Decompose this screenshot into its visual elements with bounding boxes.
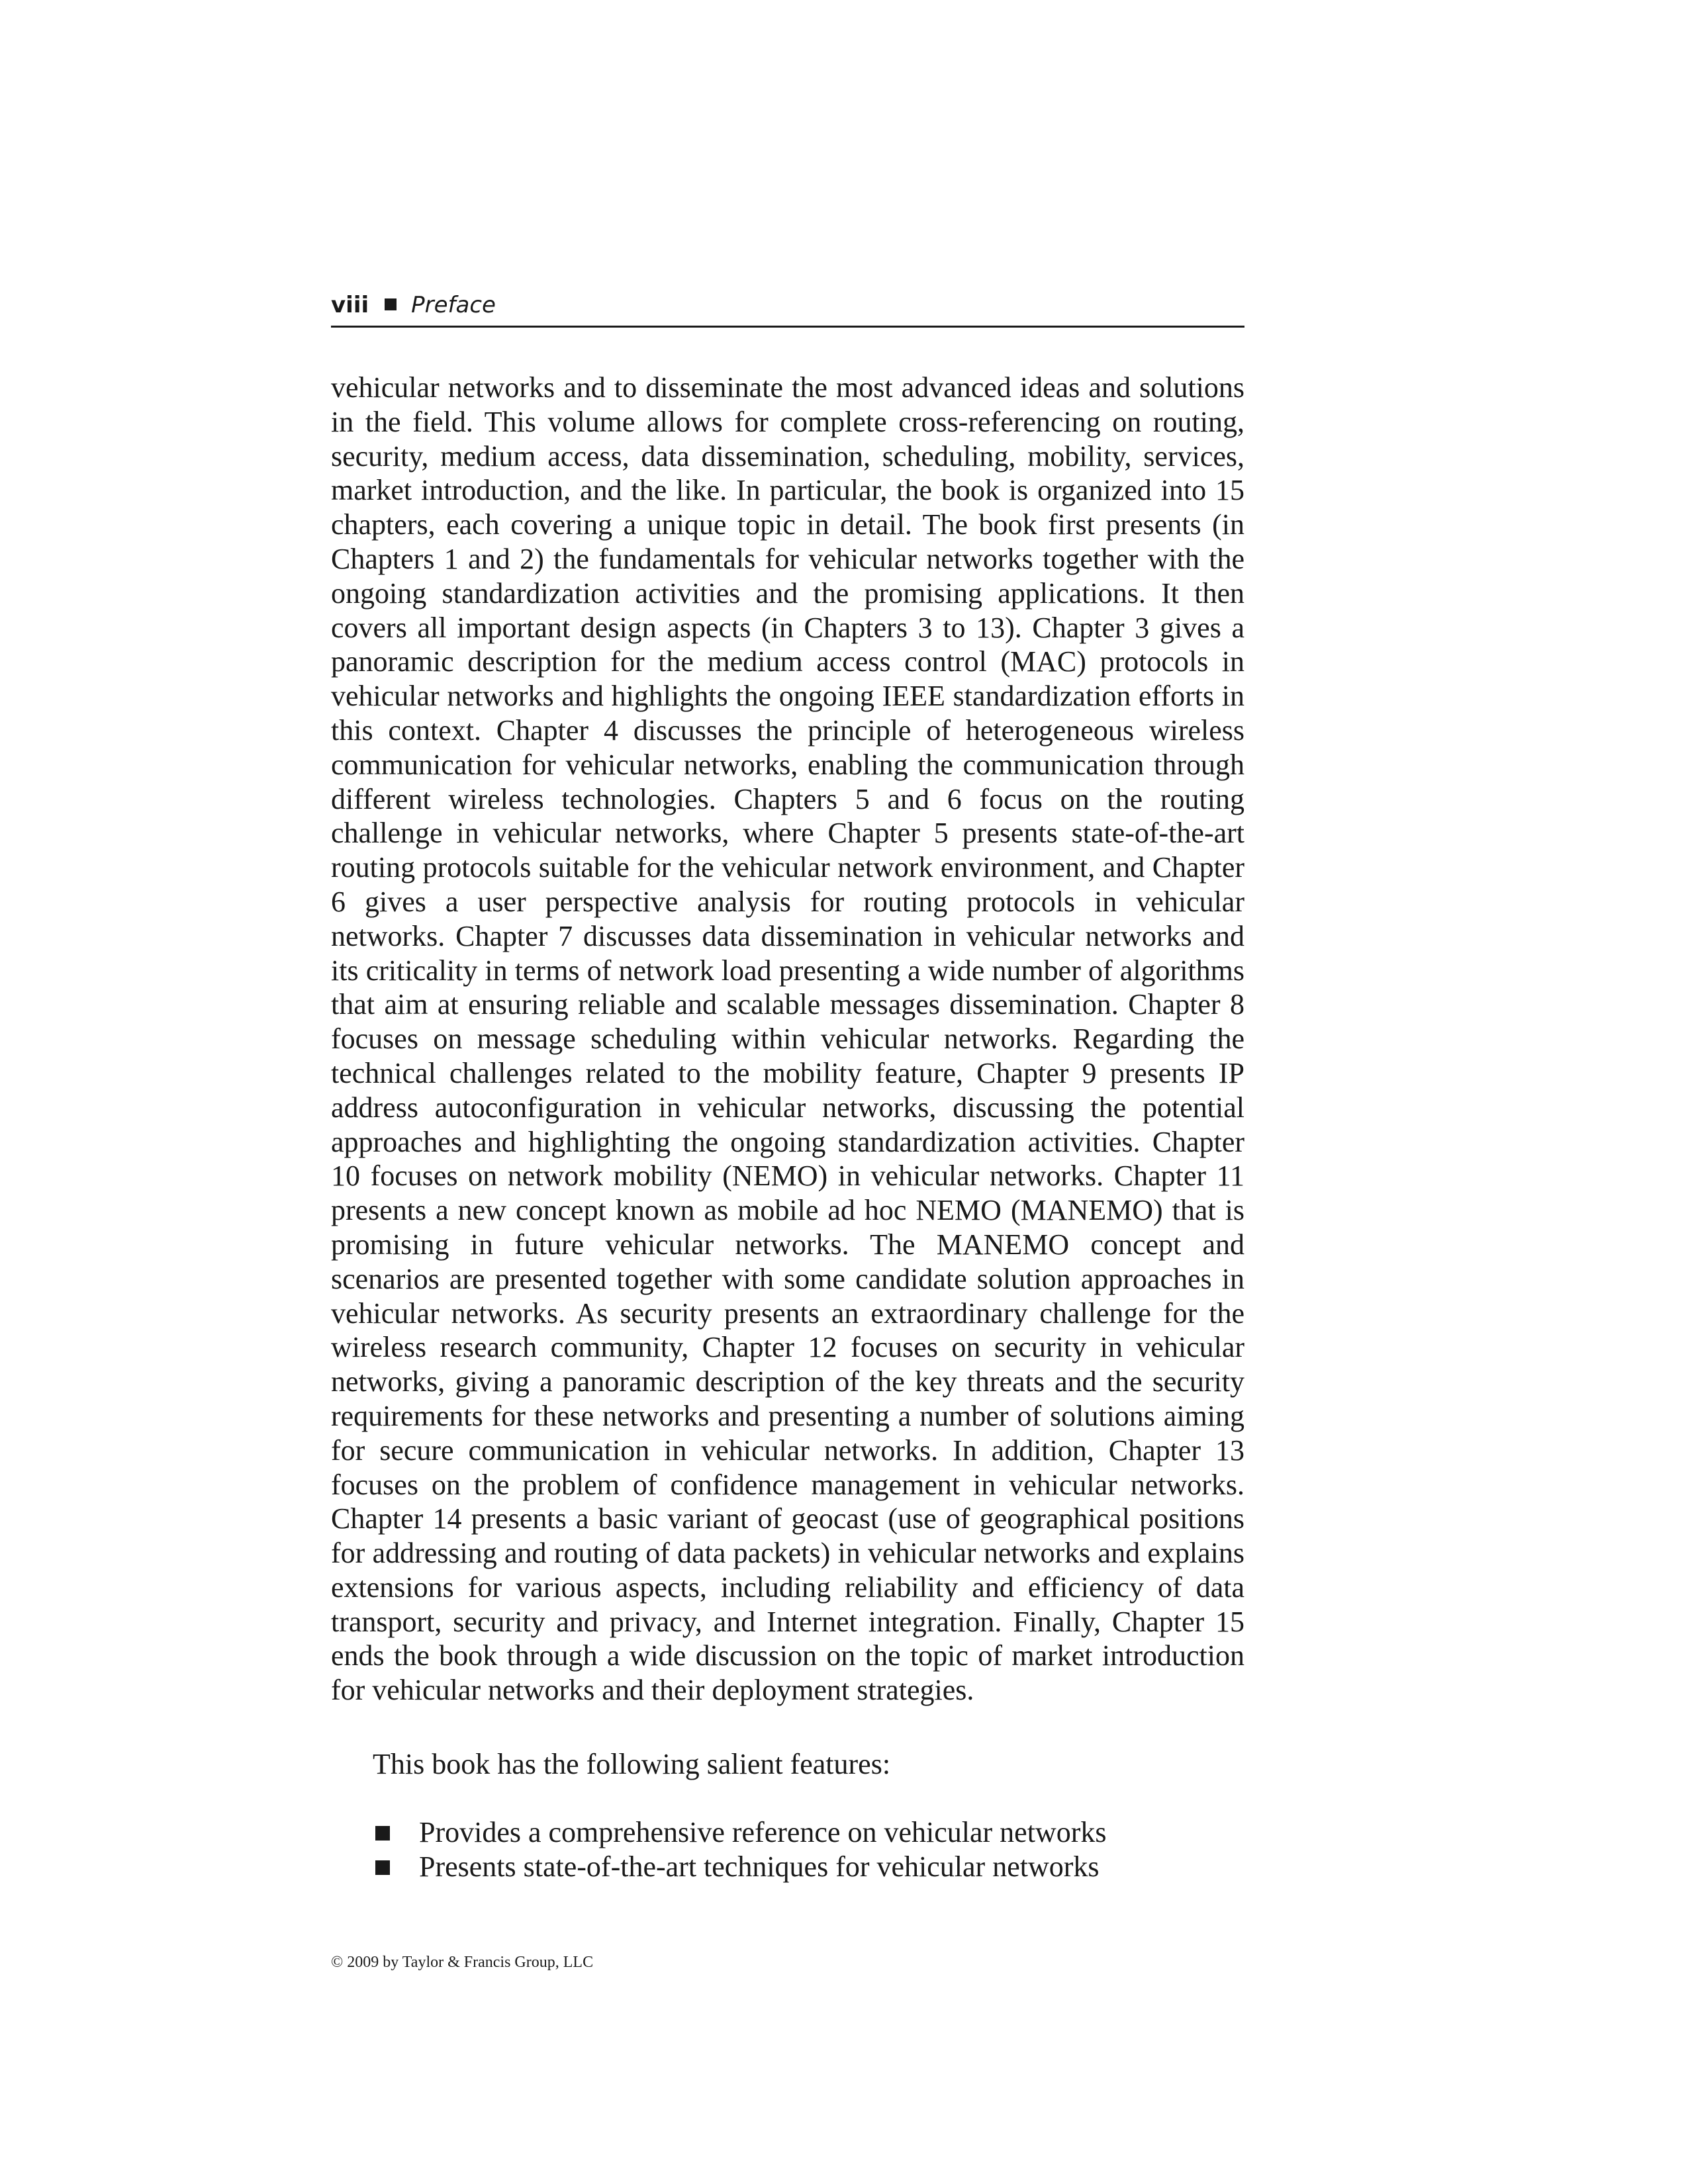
running-head	[331, 285, 1244, 328]
feature-text: Presents state-of-the-art techniques for vehicular networks	[419, 1850, 1100, 1883]
feature-text: Provides a comprehensive reference on vehicular networks	[419, 1816, 1107, 1848]
list-item	[373, 1850, 1244, 1884]
page-number: viii	[331, 292, 369, 318]
black-square-icon	[385, 298, 397, 310]
body-paragraph: vehicular networks and to disseminate the most advanced ideas and solutions in the field. This volume allows for complete cross-referencing on routing, security, medium access, data dissemination, scheduling, mobility, services, market introduction, and the like. In particular, the book is organized into 15 chapters, each covering a unique topic in detail. The book first presents (in Chapters 1 and 2) the fundamentals for vehicular networks together with the ongoing standardization activities and the promising applications. It then covers all important design aspects (in Chapters 3 to 13). Chapter 3 gives a panoramic description for the medium access control (MAC) protocols in vehicular networks and highlights the ongoing IEEE standardization efforts in this context. Chapter 4 discusses the principle of heterogeneous wireless communication for vehicular networks, enabling the communication through different wireless technologies. Chapters 5 and 6 focus on the routing challenge in vehicular networks, where Chapter 5 presents state-of-the-art routing protocols suitable for the vehicular network environment, and Chapter 6 gives a user perspective analysis for routing protocols in vehicular networks. Chapter 7 discusses data dissemination in vehicular networks and its criticality in terms of network load presenting a wide number of algorithms that aim at ensuring reliable and scalable messages dissemination. Chapter 8 focuses on message scheduling within vehicular networks. Regarding the technical challenges related to the mobility feature, Chapter 9 presents IP address autoconfiguration in vehicular networks, discussing the potential approaches and highlighting the ongoing standardization activities. Chapter 10 focuses on network mobility (NEMO) in vehicular networks. Chapter 11 presents a new concept known as mobile ad hoc NEMO (MANEMO) that is promising in future vehicular networks. The MANEMO concept and scenarios are presented together with some candidate solution approaches in vehicular networks. As security presents an extraordinary challenge for the wireless research community, Chapter 12 focuses on security in vehicular networks, giving a panoramic description of the key threats and the security requirements for these networks and presenting a number of solutions aiming for secure communication in vehicular networks. In addition, Chapter 13 focuses on the problem of confidence management in vehicular networks. Chapter 14 presents a basic variant of geocast (use of geographical positions for addressing and routing of data packets) in vehicular networks and explains extensions for various aspects, including reliability and efficiency of data transport, security and privacy, and Internet integration. Finally, Chapter 15 ends the book through a wide discussion on the topic of market introduction for vehicular networks and their deployment strategies.	[331, 371, 1244, 1707]
features-intro: This book has the following salient features:	[373, 1748, 891, 1780]
section-title: Preface	[411, 292, 496, 318]
copyright-notice: © 2009 by Taylor & Francis Group, LLC	[331, 1954, 594, 1971]
feature-list	[373, 1815, 1244, 1884]
bullet-square-icon	[375, 1826, 390, 1841]
bullet-square-icon	[375, 1860, 390, 1875]
list-item	[373, 1815, 1244, 1850]
